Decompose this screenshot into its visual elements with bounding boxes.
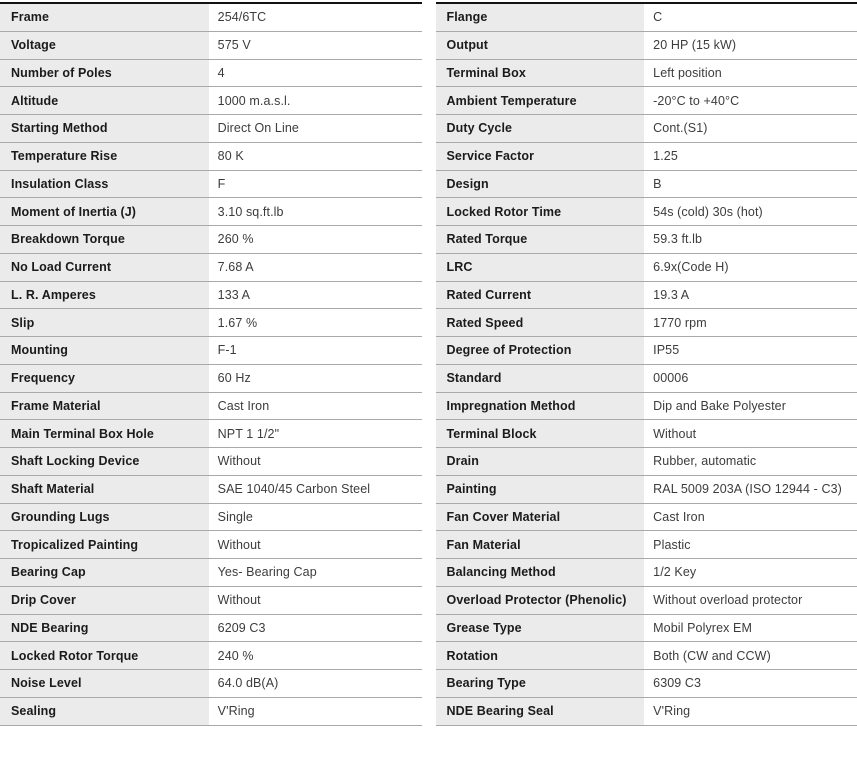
spec-label-cell: Main Terminal Box Hole xyxy=(0,420,209,447)
spec-label-cell: Drain xyxy=(436,448,645,475)
table-row xyxy=(0,642,422,670)
table-row xyxy=(0,559,422,587)
spec-label-cell: Degree of Protection xyxy=(436,337,645,364)
spec-value-cell: V'Ring xyxy=(209,698,422,725)
table-row xyxy=(0,476,422,504)
spec-value-cell: Rubber, automatic xyxy=(644,448,857,475)
spec-label-cell: Shaft Locking Device xyxy=(0,448,209,475)
spec-table-right xyxy=(436,2,857,726)
table-row xyxy=(436,365,857,393)
spec-value-cell: C xyxy=(644,4,857,31)
spec-value-cell: Without xyxy=(644,420,857,447)
spec-value-cell: 7.68 A xyxy=(209,254,422,281)
table-row xyxy=(0,309,422,337)
spec-value-cell: 254/6TC xyxy=(209,4,422,31)
table-row xyxy=(0,4,422,32)
spec-label-cell: L. R. Amperes xyxy=(0,282,209,309)
spec-label-cell: Impregnation Method xyxy=(436,393,645,420)
spec-label-cell: Number of Poles xyxy=(0,60,209,87)
spec-value-cell: 3.10 sq.ft.lb xyxy=(209,198,422,225)
table-row xyxy=(436,504,857,532)
table-row xyxy=(436,309,857,337)
table-row xyxy=(0,282,422,310)
table-row xyxy=(436,393,857,421)
table-row xyxy=(436,4,857,32)
spec-value-cell: F-1 xyxy=(209,337,422,364)
spec-label-cell: Temperature Rise xyxy=(0,143,209,170)
spec-value-cell: Cont.(S1) xyxy=(644,115,857,142)
spec-value-cell: 59.3 ft.lb xyxy=(644,226,857,253)
spec-value-cell: 133 A xyxy=(209,282,422,309)
table-row xyxy=(436,587,857,615)
table-row xyxy=(436,698,857,726)
table-row xyxy=(0,504,422,532)
spec-label-cell: Starting Method xyxy=(0,115,209,142)
spec-value-cell: Single xyxy=(209,504,422,531)
spec-value-cell: Plastic xyxy=(644,531,857,558)
spec-label-cell: Fan Cover Material xyxy=(436,504,645,531)
spec-value-cell: F xyxy=(209,171,422,198)
spec-label-cell: Terminal Block xyxy=(436,420,645,447)
spec-value-cell: 575 V xyxy=(209,32,422,59)
table-row xyxy=(0,365,422,393)
spec-label-cell: Flange xyxy=(436,4,645,31)
spec-label-cell: Standard xyxy=(436,365,645,392)
spec-label-cell: Bearing Cap xyxy=(0,559,209,586)
spec-value-cell: V'Ring xyxy=(644,698,857,725)
table-row xyxy=(436,531,857,559)
spec-label-cell: Rated Speed xyxy=(436,309,645,336)
spec-label-cell: Shaft Material xyxy=(0,476,209,503)
spec-value-cell: 6.9x(Code H) xyxy=(644,254,857,281)
spec-value-cell: Cast Iron xyxy=(644,504,857,531)
table-row xyxy=(0,448,422,476)
table-row xyxy=(0,60,422,88)
table-row xyxy=(0,393,422,421)
spec-label-cell: Locked Rotor Time xyxy=(436,198,645,225)
spec-value-cell: Mobil Polyrex EM xyxy=(644,615,857,642)
spec-label-cell: Altitude xyxy=(0,87,209,114)
table-row xyxy=(436,60,857,88)
table-row xyxy=(0,587,422,615)
spec-value-cell: 1/2 Key xyxy=(644,559,857,586)
table-row xyxy=(0,531,422,559)
table-row xyxy=(0,143,422,171)
spec-value-cell: 6309 C3 xyxy=(644,670,857,697)
spec-value-cell: Dip and Bake Polyester xyxy=(644,393,857,420)
spec-label-cell: Service Factor xyxy=(436,143,645,170)
spec-label-cell: Rated Current xyxy=(436,282,645,309)
table-row xyxy=(436,282,857,310)
table-row xyxy=(0,32,422,60)
spec-value-cell: 00006 xyxy=(644,365,857,392)
table-row xyxy=(436,642,857,670)
spec-label-cell: Noise Level xyxy=(0,670,209,697)
spec-label-cell: No Load Current xyxy=(0,254,209,281)
table-row xyxy=(0,254,422,282)
spec-value-cell: Without overload protector xyxy=(644,587,857,614)
spec-value-cell: NPT 1 1/2" xyxy=(209,420,422,447)
spec-value-cell: 80 K xyxy=(209,143,422,170)
spec-label-cell: Slip xyxy=(0,309,209,336)
spec-label-cell: Frame xyxy=(0,4,209,31)
spec-label-cell: Grounding Lugs xyxy=(0,504,209,531)
spec-value-cell: -20°C to +40°C xyxy=(644,87,857,114)
spec-value-cell: RAL 5009 203A (ISO 12944 - C3) xyxy=(644,476,857,503)
spec-label-cell: Terminal Box xyxy=(436,60,645,87)
spec-label-cell: Balancing Method xyxy=(436,559,645,586)
spec-value-cell: Yes- Bearing Cap xyxy=(209,559,422,586)
table-row xyxy=(0,337,422,365)
spec-label-cell: Duty Cycle xyxy=(436,115,645,142)
table-row xyxy=(0,198,422,226)
spec-label-cell: Frame Material xyxy=(0,393,209,420)
table-row xyxy=(0,87,422,115)
spec-label-cell: Sealing xyxy=(0,698,209,725)
table-row xyxy=(0,698,422,726)
table-row xyxy=(436,337,857,365)
spec-label-cell: Insulation Class xyxy=(0,171,209,198)
spec-label-cell: Frequency xyxy=(0,365,209,392)
spec-value-cell: Both (CW and CCW) xyxy=(644,642,857,669)
spec-value-cell: Left position xyxy=(644,60,857,87)
spec-label-cell: NDE Bearing Seal xyxy=(436,698,645,725)
spec-table-left xyxy=(0,2,422,726)
spec-label-cell: Overload Protector (Phenolic) xyxy=(436,587,645,614)
table-row xyxy=(0,615,422,643)
spec-label-cell: Locked Rotor Torque xyxy=(0,642,209,669)
table-row xyxy=(0,115,422,143)
spec-label-cell: Painting xyxy=(436,476,645,503)
table-row xyxy=(436,559,857,587)
spec-label-cell: LRC xyxy=(436,254,645,281)
table-row xyxy=(436,476,857,504)
table-row xyxy=(436,171,857,199)
spec-label-cell: Design xyxy=(436,171,645,198)
spec-label-cell: Tropicalized Painting xyxy=(0,531,209,558)
spec-value-cell: 20 HP (15 kW) xyxy=(644,32,857,59)
spec-value-cell: 6209 C3 xyxy=(209,615,422,642)
table-row xyxy=(436,87,857,115)
spec-label-cell: Drip Cover xyxy=(0,587,209,614)
spec-value-cell: 1.67 % xyxy=(209,309,422,336)
table-row xyxy=(436,226,857,254)
table-row xyxy=(436,32,857,60)
spec-value-cell: 19.3 A xyxy=(644,282,857,309)
spec-label-cell: Grease Type xyxy=(436,615,645,642)
table-row xyxy=(0,420,422,448)
table-row xyxy=(436,254,857,282)
spec-value-cell: IP55 xyxy=(644,337,857,364)
spec-value-cell: B xyxy=(644,171,857,198)
spec-value-cell: 4 xyxy=(209,60,422,87)
spec-label-cell: Moment of Inertia (J) xyxy=(0,198,209,225)
spec-value-cell: SAE 1040/45 Carbon Steel xyxy=(209,476,422,503)
spec-value-cell: Direct On Line xyxy=(209,115,422,142)
table-row xyxy=(0,670,422,698)
spec-value-cell: 1000 m.a.s.l. xyxy=(209,87,422,114)
table-row xyxy=(0,171,422,199)
spec-value-cell: 1.25 xyxy=(644,143,857,170)
spec-value-cell: 64.0 dB(A) xyxy=(209,670,422,697)
spec-label-cell: Rotation xyxy=(436,642,645,669)
table-row xyxy=(436,420,857,448)
spec-label-cell: Bearing Type xyxy=(436,670,645,697)
spec-value-cell: Cast Iron xyxy=(209,393,422,420)
spec-label-cell: NDE Bearing xyxy=(0,615,209,642)
spec-value-cell: 260 % xyxy=(209,226,422,253)
spec-value-cell: Without xyxy=(209,448,422,475)
table-row xyxy=(436,143,857,171)
table-row xyxy=(436,115,857,143)
spec-label-cell: Output xyxy=(436,32,645,59)
spec-value-cell: 240 % xyxy=(209,642,422,669)
spec-label-cell: Fan Material xyxy=(436,531,645,558)
spec-value-cell: Without xyxy=(209,531,422,558)
spec-tables xyxy=(0,2,857,726)
spec-label-cell: Ambient Temperature xyxy=(436,87,645,114)
spec-value-cell: 60 Hz xyxy=(209,365,422,392)
table-row xyxy=(436,198,857,226)
spec-label-cell: Rated Torque xyxy=(436,226,645,253)
table-row xyxy=(0,226,422,254)
spec-label-cell: Breakdown Torque xyxy=(0,226,209,253)
spec-label-cell: Mounting xyxy=(0,337,209,364)
spec-label-cell: Voltage xyxy=(0,32,209,59)
spec-value-cell: 54s (cold) 30s (hot) xyxy=(644,198,857,225)
spec-value-cell: 1770 rpm xyxy=(644,309,857,336)
table-row xyxy=(436,670,857,698)
table-row xyxy=(436,615,857,643)
table-row xyxy=(436,448,857,476)
spec-value-cell: Without xyxy=(209,587,422,614)
